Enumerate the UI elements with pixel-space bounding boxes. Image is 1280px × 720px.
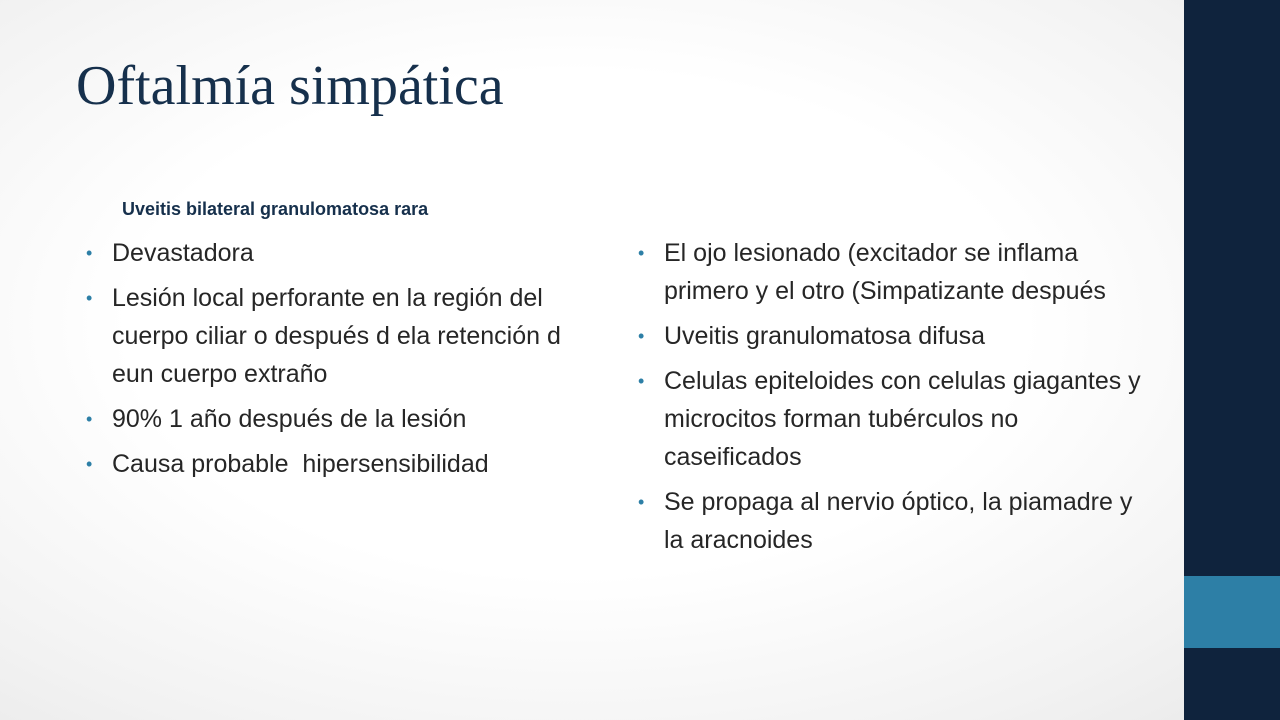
bullet-text: Celulas epiteloides con celulas giagantes y microcitos forman tubérculos no caseificados [664, 367, 1141, 471]
bullet-dot-icon: • [638, 243, 645, 263]
bullet-dot-icon: • [86, 454, 93, 474]
bullet-text: Devastadora [112, 239, 254, 267]
right-bullet-list [638, 234, 1148, 566]
bullet-item [86, 279, 586, 393]
slide-title: Oftalmía simpática [76, 55, 504, 117]
bullet-text: El ojo lesionado (excitador se inflama primero y el otro (Simpatizante después [664, 239, 1106, 305]
bullet-item [638, 317, 1148, 355]
bullet-text: Uveitis granulomatosa difusa [664, 322, 985, 350]
bullet-dot-icon: • [86, 409, 93, 429]
bullet-dot-icon: • [638, 371, 645, 391]
bullet-text: Lesión local perforante en la región del cuerpo ciliar o después d ela retención d eun cuerpo extraño [112, 284, 561, 388]
left-bullet-list [86, 234, 586, 490]
bullet-text: 90% 1 año después de la lesión [112, 405, 467, 433]
bullet-text: Se propaga al nervio óptico, la piamadre y la aracnoides [664, 488, 1133, 554]
bullet-item [638, 483, 1148, 559]
bullet-item [638, 234, 1148, 310]
bullet-item [86, 234, 586, 272]
bullet-item [86, 400, 586, 438]
bullet-dot-icon: • [86, 243, 93, 263]
bullet-dot-icon: • [638, 492, 645, 512]
bullet-item [86, 445, 586, 483]
sidebar-accent-block [1184, 576, 1280, 648]
bullet-item [638, 362, 1148, 476]
bullet-dot-icon: • [638, 326, 645, 346]
slide-subtitle: Uveitis bilateral granulomatosa rara [122, 199, 429, 219]
bullet-dot-icon: • [86, 288, 93, 308]
bullet-text: Causa probable hipersensibilidad [112, 450, 489, 478]
